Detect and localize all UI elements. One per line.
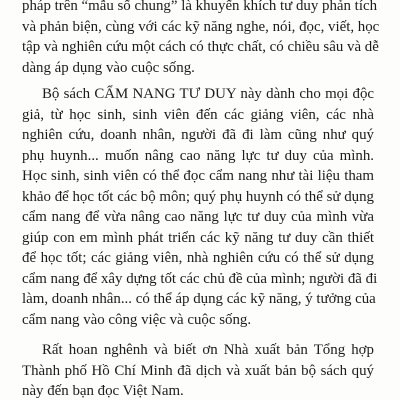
- text-line: khảo để học tốt các bộ môn; quý phụ huynh có thể sử dụng: [22, 188, 374, 205]
- paragraph-acknowledgement: [22, 340, 374, 400]
- text-line: phụ huynh... muốn nâng cao năng lực tư duy của mình.: [22, 147, 374, 164]
- text-line: này đến bạn đọc Việt Nam.: [22, 383, 184, 399]
- text-line: dàng áp dụng vào cuộc sống.: [22, 59, 195, 76]
- text-line: pháp trên “mẫu số chung” là khuyến khích tư duy phản tích: [22, 0, 378, 14]
- text-line: cẩm nang để xây dựng tốt các chủ đề của mình; người đã đi: [22, 270, 378, 287]
- text-line: cẩm nang để vừa nâng cao năng lực tư duy của mình vừa: [22, 209, 374, 225]
- text-line: cẩm nang vào công việc và cuộc sống.: [22, 311, 252, 328]
- text-line: Bộ sách CẨM NANG TƯ DUY này dành cho mọi độc: [42, 86, 374, 102]
- text-line: và phản biện, cùng với các kỹ năng nghe, nói, đọc, viết, học: [22, 18, 380, 35]
- text-line: Học sinh, sinh viên có thể đọc cẩm nang như tài liệu tham: [22, 168, 374, 184]
- text-line: làm, doanh nhân... có thể áp dụng các kỹ năng, ý tưởng của: [22, 291, 376, 307]
- paragraph-intro-continuation: [22, 0, 380, 78]
- text-line: nghiên cứu, doanh nhân, người đã đi làm cũng như quý: [22, 127, 374, 143]
- text-line: giả, từ học sinh, sinh viên đến các giảng viên, các nhà: [22, 106, 374, 123]
- text-line: Rất hoan nghênh và biết ơn Nhà xuất bản Tổng hợp: [42, 342, 374, 358]
- text-line: Thành phố Hồ Chí Minh đã dịch và xuất bản bộ sách quý: [22, 362, 374, 379]
- text-line: tập và nghiên cứu một cách có thực chất, có chiều sâu và dễ: [22, 39, 379, 55]
- paragraph-book-audience: [22, 84, 378, 330]
- text-line: để học tốt; các giảng viên, nhà nghiên cứu có thể sử dụng: [22, 250, 374, 266]
- text-line: giúp con em mình phát triển các kỹ năng tư duy cần thiết: [22, 229, 374, 246]
